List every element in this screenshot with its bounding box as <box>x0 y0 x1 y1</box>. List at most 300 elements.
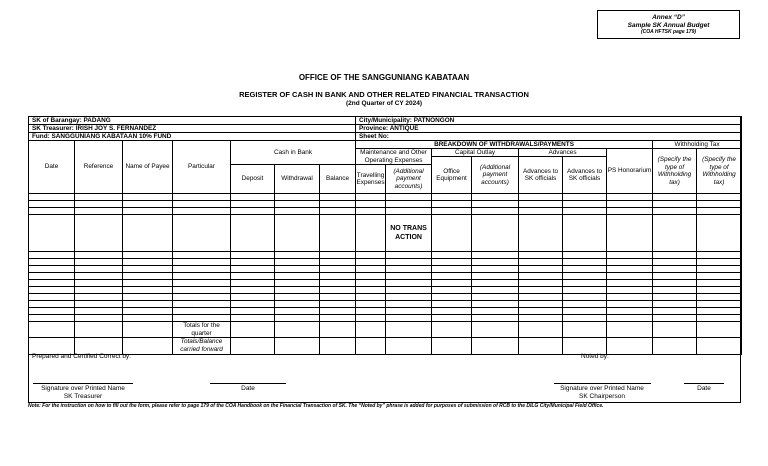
table-cell <box>607 308 653 315</box>
table-cell <box>123 259 173 266</box>
table-cell <box>653 338 697 354</box>
table-cell <box>75 259 123 266</box>
table-cell <box>472 287 519 294</box>
table-cell <box>123 294 173 301</box>
table-cell <box>607 322 653 338</box>
table-cell <box>697 201 742 208</box>
table-cell <box>653 280 697 287</box>
table-cell <box>75 201 123 208</box>
table-cell <box>123 315 173 322</box>
table-cell <box>519 208 563 215</box>
table-cell <box>356 201 386 208</box>
table-cell <box>123 301 173 308</box>
table-cell <box>320 322 356 338</box>
table-cell <box>472 208 519 215</box>
prepared-by-label: Prepared and Certified Correct by: <box>32 353 131 360</box>
table-cell <box>472 259 519 266</box>
table-cell <box>320 273 356 280</box>
treasurer-signature-caption: Signature over Printed Name <box>41 385 125 392</box>
table-cell <box>320 252 356 259</box>
table-cell <box>173 201 231 208</box>
treasurer-signature-line <box>33 383 133 384</box>
table-cell <box>173 301 231 308</box>
table-cell <box>607 215 653 252</box>
table-cell <box>432 201 472 208</box>
table-cell <box>123 194 173 201</box>
table-cell <box>231 273 275 280</box>
table-cell <box>563 287 607 294</box>
table-cell <box>563 266 607 273</box>
table-cell <box>231 322 275 338</box>
table-cell <box>519 266 563 273</box>
totals-quarter-row <box>29 322 742 338</box>
table-cell <box>173 280 231 287</box>
table-cell <box>519 273 563 280</box>
table-cell <box>607 301 653 308</box>
table-cell <box>386 294 432 301</box>
table-cell <box>653 308 697 315</box>
table-cell <box>472 294 519 301</box>
table-cell <box>123 287 173 294</box>
table-cell <box>231 338 275 354</box>
table-cell <box>519 301 563 308</box>
table-cell <box>472 266 519 273</box>
table-cell <box>607 208 653 215</box>
table-cell <box>356 294 386 301</box>
table-cell <box>275 338 320 354</box>
table-cell <box>386 259 432 266</box>
table-cell <box>356 315 386 322</box>
table-cell <box>123 215 173 252</box>
table-row <box>29 266 742 273</box>
table-cell <box>231 266 275 273</box>
table-cell <box>231 208 275 215</box>
table-cell <box>29 294 75 301</box>
chair-signature-caption: Signature over Printed Name <box>560 385 644 392</box>
no-transaction-label: NO TRANS ACTION <box>386 215 432 252</box>
table-cell <box>173 294 231 301</box>
table-cell <box>519 215 563 252</box>
date-caption-2: Date <box>697 385 711 392</box>
table-cell <box>519 338 563 354</box>
table-cell <box>697 259 742 266</box>
table-cell <box>432 280 472 287</box>
table-cell <box>275 252 320 259</box>
treasurer-role: SK Treasurer <box>63 392 103 400</box>
table-cell <box>75 338 123 354</box>
table-cell <box>386 273 432 280</box>
col-breakdown: BREAKDOWN OF WITHDRAWALS/PAYMENTS <box>356 141 653 149</box>
table-cell <box>697 301 742 308</box>
date-caption-1: Date <box>241 385 255 392</box>
table-row <box>29 301 742 308</box>
col-ps-honorarium: PS Honorarium <box>607 149 653 194</box>
table-cell <box>29 201 75 208</box>
table-cell <box>563 215 607 252</box>
table-cell <box>472 194 519 201</box>
table-cell <box>29 194 75 201</box>
table-cell <box>123 252 173 259</box>
table-cell <box>123 201 173 208</box>
totals-carried-row-label: Totals/Balance carried forward <box>173 338 231 354</box>
table-cell <box>356 287 386 294</box>
col-particular: Particular <box>173 141 231 194</box>
table-cell <box>356 338 386 354</box>
table-cell <box>607 194 653 201</box>
col-mooe: Maintenance and Other Operating Expenses <box>356 149 432 165</box>
table-cell <box>356 273 386 280</box>
table-cell <box>320 201 356 208</box>
city-field: City/Municipality: PATNONGON <box>356 117 742 125</box>
table-cell <box>519 280 563 287</box>
table-row <box>29 259 742 266</box>
table-cell <box>432 338 472 354</box>
table-cell <box>275 201 320 208</box>
table-cell <box>607 273 653 280</box>
chair-role: SK Chairperson <box>579 392 625 400</box>
table-cell <box>356 215 386 252</box>
col-advances: Advances <box>519 149 607 157</box>
table-cell <box>231 280 275 287</box>
table-cell <box>231 315 275 322</box>
chair-signature-line <box>554 383 651 384</box>
noted-by-label: Noted by: <box>581 353 609 360</box>
table-cell <box>173 315 231 322</box>
table-cell <box>432 287 472 294</box>
table-row <box>29 208 742 215</box>
table-cell <box>320 287 356 294</box>
table-cell <box>432 252 472 259</box>
table-cell <box>607 294 653 301</box>
table-cell <box>231 287 275 294</box>
col-date: Date <box>29 141 75 194</box>
col-mooe-additional: (Additional payment accounts) <box>386 165 432 194</box>
treasurer-signature-block <box>33 385 133 400</box>
table-cell <box>697 338 742 354</box>
table-cell <box>697 273 742 280</box>
table-cell <box>275 273 320 280</box>
table-cell <box>563 301 607 308</box>
table-cell <box>75 208 123 215</box>
table-cell <box>697 287 742 294</box>
table-cell <box>432 259 472 266</box>
table-cell <box>432 208 472 215</box>
table-cell <box>29 308 75 315</box>
table-cell <box>75 194 123 201</box>
table-cell <box>386 322 432 338</box>
table-cell <box>29 338 75 354</box>
table-cell <box>563 322 607 338</box>
table-cell <box>432 215 472 252</box>
annex-subtitle: Sample SK Annual Budget <box>627 21 710 29</box>
table-cell <box>432 322 472 338</box>
table-row <box>29 280 742 287</box>
date-line-2 <box>684 383 724 384</box>
table-cell <box>607 259 653 266</box>
table-cell <box>653 294 697 301</box>
table-cell <box>29 266 75 273</box>
table-cell <box>653 273 697 280</box>
table-cell <box>75 322 123 338</box>
table-cell <box>275 287 320 294</box>
table-cell <box>697 252 742 259</box>
table-cell <box>653 259 697 266</box>
table-cell <box>75 301 123 308</box>
sheet-field: Sheet No: <box>356 133 742 141</box>
col-adv-officials-1: Advances to SK officials <box>519 157 563 194</box>
table-cell <box>607 287 653 294</box>
table-cell <box>320 308 356 315</box>
office-title: OFFICE OF THE SANGGUNIANG KABATAAN <box>298 73 470 82</box>
table-cell <box>472 322 519 338</box>
info-row-2 <box>29 125 742 133</box>
table-cell <box>653 208 697 215</box>
table-cell <box>607 315 653 322</box>
table-cell <box>519 194 563 201</box>
col-office-equipment: Office Equipment <box>432 157 472 194</box>
table-cell <box>386 315 432 322</box>
table-cell <box>519 315 563 322</box>
table-cell <box>356 252 386 259</box>
table-cell <box>697 308 742 315</box>
table-cell <box>29 273 75 280</box>
table-row <box>29 294 742 301</box>
table-cell <box>563 259 607 266</box>
table-cell <box>472 252 519 259</box>
table-cell <box>432 301 472 308</box>
table-cell <box>75 266 123 273</box>
table-cell <box>231 215 275 252</box>
table-cell <box>519 252 563 259</box>
table-cell <box>697 280 742 287</box>
table-cell <box>173 194 231 201</box>
table-cell <box>653 322 697 338</box>
table-cell <box>697 266 742 273</box>
table-cell <box>123 266 173 273</box>
table-cell <box>173 266 231 273</box>
table-cell <box>29 315 75 322</box>
table-cell <box>653 215 697 252</box>
table-cell <box>75 315 123 322</box>
table-cell <box>432 308 472 315</box>
table-cell <box>386 301 432 308</box>
col-travelling: Travelling Expenses <box>356 165 386 194</box>
table-cell <box>653 266 697 273</box>
table-cell <box>653 301 697 308</box>
table-cell <box>173 287 231 294</box>
table-cell <box>432 294 472 301</box>
table-cell <box>653 252 697 259</box>
table-cell <box>386 266 432 273</box>
col-balance: Balance <box>320 165 356 194</box>
table-cell <box>29 322 75 338</box>
table-cell <box>75 252 123 259</box>
table-cell <box>29 208 75 215</box>
table-cell <box>563 194 607 201</box>
table-cell <box>472 301 519 308</box>
table-row <box>29 287 742 294</box>
table-cell <box>29 301 75 308</box>
table-cell <box>653 315 697 322</box>
table-cell <box>563 280 607 287</box>
table-cell <box>29 252 75 259</box>
table-cell <box>123 280 173 287</box>
instruction-note: Note: For the instruction on how to fill out the form, please refer to page 179 of the COA Handbook on the Financial Transaction of SK. The “Noted by” phrase is added for purposes of submission of RCB to the DILG City/Municipal Field Office. <box>28 403 604 409</box>
province-field: Province: ANTIQUE <box>356 125 742 133</box>
table-cell <box>75 215 123 252</box>
treasurer-field: SK Treasurer: IRISH JOY S. FERNANDEZ <box>29 125 356 133</box>
table-cell <box>231 308 275 315</box>
table-cell <box>697 194 742 201</box>
no-transaction-row <box>29 215 742 252</box>
register-table <box>28 116 742 355</box>
table-cell <box>356 259 386 266</box>
register-title: REGISTER OF CASH IN BANK AND OTHER RELATED FINANCIAL TRANSACTION <box>239 90 529 99</box>
table-cell <box>320 294 356 301</box>
table-cell <box>275 266 320 273</box>
table-cell <box>356 322 386 338</box>
table-cell <box>386 201 432 208</box>
annex-box <box>597 10 740 39</box>
table-cell <box>173 308 231 315</box>
table-cell <box>75 273 123 280</box>
table-cell <box>75 308 123 315</box>
fund-field: Fund: SANGGUNIANG KABATAAN 10% FUND <box>29 133 356 141</box>
table-cell <box>563 201 607 208</box>
table-cell <box>563 338 607 354</box>
col-withdrawal: Withdrawal <box>275 165 320 194</box>
table-cell <box>75 294 123 301</box>
table-cell <box>123 273 173 280</box>
table-cell <box>231 301 275 308</box>
table-cell <box>697 322 742 338</box>
totals-quarter-row-label: Totals for the quarter <box>173 322 231 338</box>
table-cell <box>231 252 275 259</box>
table-cell <box>607 338 653 354</box>
table-cell <box>320 194 356 201</box>
table-cell <box>231 201 275 208</box>
info-row-1 <box>29 117 742 125</box>
table-cell <box>29 287 75 294</box>
table-cell <box>653 194 697 201</box>
table-cell <box>519 287 563 294</box>
table-cell <box>173 208 231 215</box>
date-line-1 <box>210 383 286 384</box>
table-cell <box>386 280 432 287</box>
table-cell <box>563 273 607 280</box>
table-cell <box>173 259 231 266</box>
table-cell <box>563 208 607 215</box>
col-co-additional: (Additional payment accounts) <box>472 157 519 194</box>
table-cell <box>697 208 742 215</box>
table-cell <box>123 208 173 215</box>
table-cell <box>29 215 75 252</box>
table-cell <box>472 201 519 208</box>
table-cell <box>356 308 386 315</box>
chair-signature-block <box>552 385 652 400</box>
table-cell <box>519 294 563 301</box>
totals-carried-row <box>29 338 742 354</box>
table-cell <box>519 322 563 338</box>
table-cell <box>607 266 653 273</box>
table-cell <box>320 301 356 308</box>
table-cell <box>123 322 173 338</box>
table-cell <box>386 208 432 215</box>
table-cell <box>173 252 231 259</box>
table-cell <box>472 338 519 354</box>
table-row <box>29 201 742 208</box>
table-cell <box>432 273 472 280</box>
table-cell <box>356 301 386 308</box>
info-row-3 <box>29 133 742 141</box>
table-cell <box>275 294 320 301</box>
table-cell <box>275 322 320 338</box>
col-deposit: Deposit <box>231 165 275 194</box>
table-cell <box>519 308 563 315</box>
table-cell <box>472 280 519 287</box>
table-cell <box>275 308 320 315</box>
table-cell <box>275 208 320 215</box>
table-cell <box>563 308 607 315</box>
col-payee: Name of Payee <box>123 141 173 194</box>
table-cell <box>275 194 320 201</box>
col-adv-officials-2: Advances to SK officials <box>563 157 607 194</box>
table-cell <box>386 252 432 259</box>
table-cell <box>320 280 356 287</box>
table-row <box>29 194 742 201</box>
table-cell <box>320 259 356 266</box>
table-cell <box>472 215 519 252</box>
table-cell <box>697 294 742 301</box>
table-row <box>29 308 742 315</box>
table-cell <box>653 287 697 294</box>
table-cell <box>386 287 432 294</box>
table-cell <box>75 280 123 287</box>
table-cell <box>432 194 472 201</box>
col-reference: Reference <box>75 141 123 194</box>
table-cell <box>432 315 472 322</box>
table-cell <box>123 338 173 354</box>
table-cell <box>356 194 386 201</box>
table-cell <box>386 194 432 201</box>
table-cell <box>29 259 75 266</box>
table-cell <box>356 266 386 273</box>
table-cell <box>356 208 386 215</box>
table-cell <box>275 259 320 266</box>
col-wt-specify-1: (Specify the type of Withholding tax) <box>653 149 697 194</box>
table-cell <box>472 273 519 280</box>
table-cell <box>519 259 563 266</box>
table-cell <box>123 308 173 315</box>
table-cell <box>607 252 653 259</box>
table-row <box>29 273 742 280</box>
register-period: (2nd Quarter of CY 2024) <box>345 100 423 107</box>
table-cell <box>320 215 356 252</box>
table-cell <box>75 287 123 294</box>
table-cell <box>320 338 356 354</box>
table-cell <box>432 266 472 273</box>
table-cell <box>173 273 231 280</box>
table-cell <box>697 315 742 322</box>
register-body <box>29 194 742 354</box>
table-cell <box>472 315 519 322</box>
col-cash-in-bank: Cash in Bank <box>231 141 356 165</box>
table-cell <box>356 280 386 287</box>
header-row-1 <box>29 141 742 149</box>
table-cell <box>386 338 432 354</box>
table-cell <box>607 201 653 208</box>
barangay-field: SK of Barangay: PADANG <box>29 117 356 125</box>
